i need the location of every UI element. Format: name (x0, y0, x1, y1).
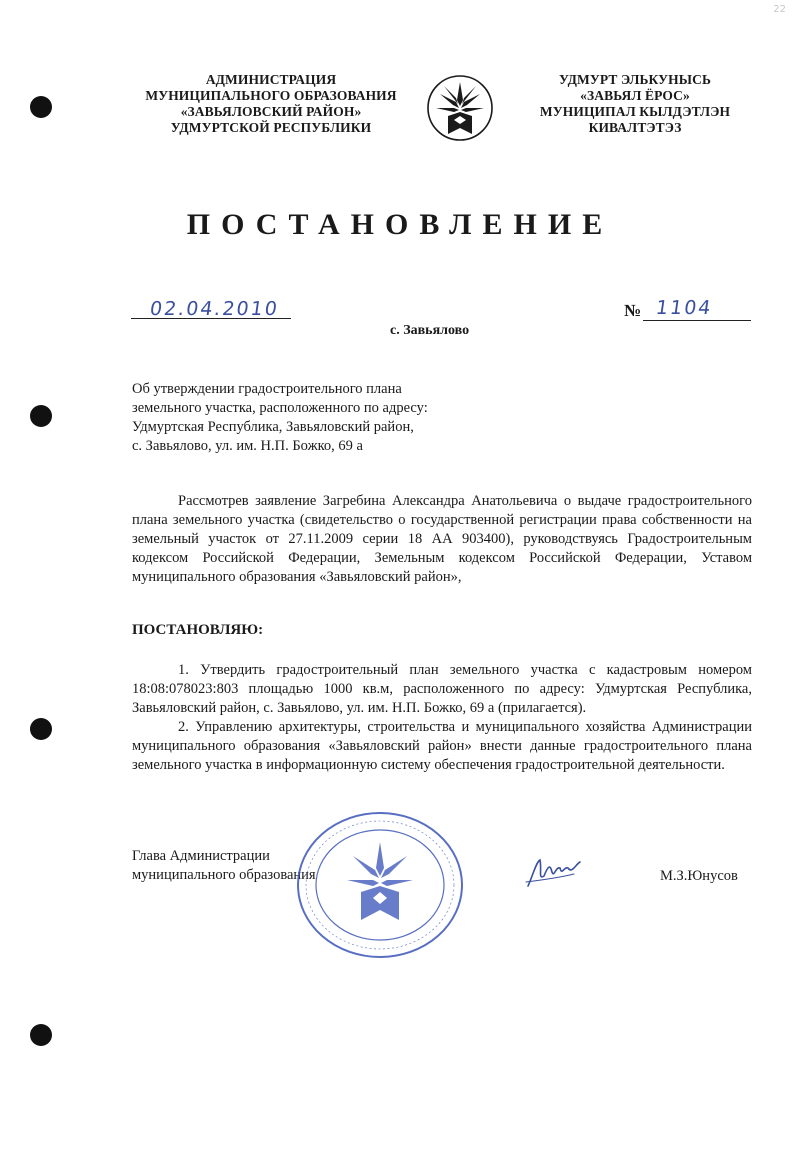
preamble-paragraph: Рассмотрев заявление Загребина Александра Анатольевича о выдаче градостроительного плана земельного участка (свидетельство о государственной регистрации права собственности на земельный участок от 27.11.2009 серии 18 АА 903400), руководствуясь Градостроительным кодексом Российской Федерации, Земельным кодексом Российской Федерации, Уставом муниципального образования «Завьяловский район», (132, 493, 752, 585)
header-left-russian (140, 72, 402, 136)
punch-hole-2 (30, 405, 52, 427)
subject-line: Удмуртская Республика, Завьяловский район, (132, 419, 414, 435)
punch-hole-4 (30, 1024, 52, 1046)
signatory-title (132, 847, 316, 885)
handwritten-number: 1104 (654, 297, 714, 319)
handwritten-signature-icon (522, 852, 584, 892)
header-right-line: УДМУРТ ЭЛЬКУНЫСЬ (558, 72, 712, 87)
date-underline (131, 318, 291, 319)
signatory-title-line: Глава Администрации (132, 848, 270, 864)
header-left-line: АДМИНИСТРАЦИЯ (205, 72, 337, 87)
page-corner-mark: 22 (773, 4, 786, 15)
header-left-line: «ЗАВЬЯЛОВСКИЙ РАЙОН» (180, 104, 362, 119)
subject-line: с. Завьялово, ул. им. Н.П. Божко, 69 а (132, 438, 363, 454)
subject-block (132, 380, 552, 456)
decree-item-1: 1. Утвердить градостроительный план земельного участка с кадастровым номером 18:08:078023:803 площадью 1000 кв.м, расположенного по адресу: Удмуртская Республика, Завьяловский район, с. Завьялово, ул. им. Н.П. Божко, 69 а (прилагается). (132, 662, 752, 716)
header-right-line: «ЗАВЬЯЛ ЁРОС» (580, 88, 690, 103)
header-right-line: КИВАЛТЭТЭЗ (588, 120, 682, 135)
official-seal-icon (295, 810, 465, 960)
handwritten-date: 02.04.2010 (148, 298, 281, 320)
number-sign: № (624, 301, 642, 320)
subject-line: земельного участка, расположенного по адресу: (132, 400, 428, 416)
place-of-issue: с. Завьялово (390, 323, 470, 338)
header-left-line: МУНИЦИПАЛЬНОГО ОБРАЗОВАНИЯ (145, 88, 397, 103)
document-title: ПОСТАНОВЛЕНИЕ (186, 208, 614, 241)
subject-line: Об утверждении градостроительного плана (132, 381, 402, 397)
signatory-title-line: муниципального образования (132, 867, 316, 883)
coat-of-arms-icon (426, 72, 494, 148)
number-underline (643, 320, 751, 321)
header-right-udmurt (530, 72, 740, 136)
signatory-name: М.З.Юнусов (660, 868, 738, 884)
punch-hole-3 (30, 718, 52, 740)
punch-hole-1 (30, 96, 52, 118)
decree-heading: ПОСТАНОВЛЯЮ: (132, 622, 264, 638)
header-left-line: УДМУРТСКОЙ РЕСПУБЛИКИ (170, 120, 372, 135)
decree-item-2: 2. Управлению архитектуры, строительства и муниципального хозяйства Администрации муниципального образования «Завьяловский район» внести данные градостроительного плана земельного участка в информационную систему обеспечения градостроительной деятельности. (132, 719, 752, 773)
header-right-line: МУНИЦИПАЛ КЫЛДЭТЛЭН (539, 104, 731, 119)
